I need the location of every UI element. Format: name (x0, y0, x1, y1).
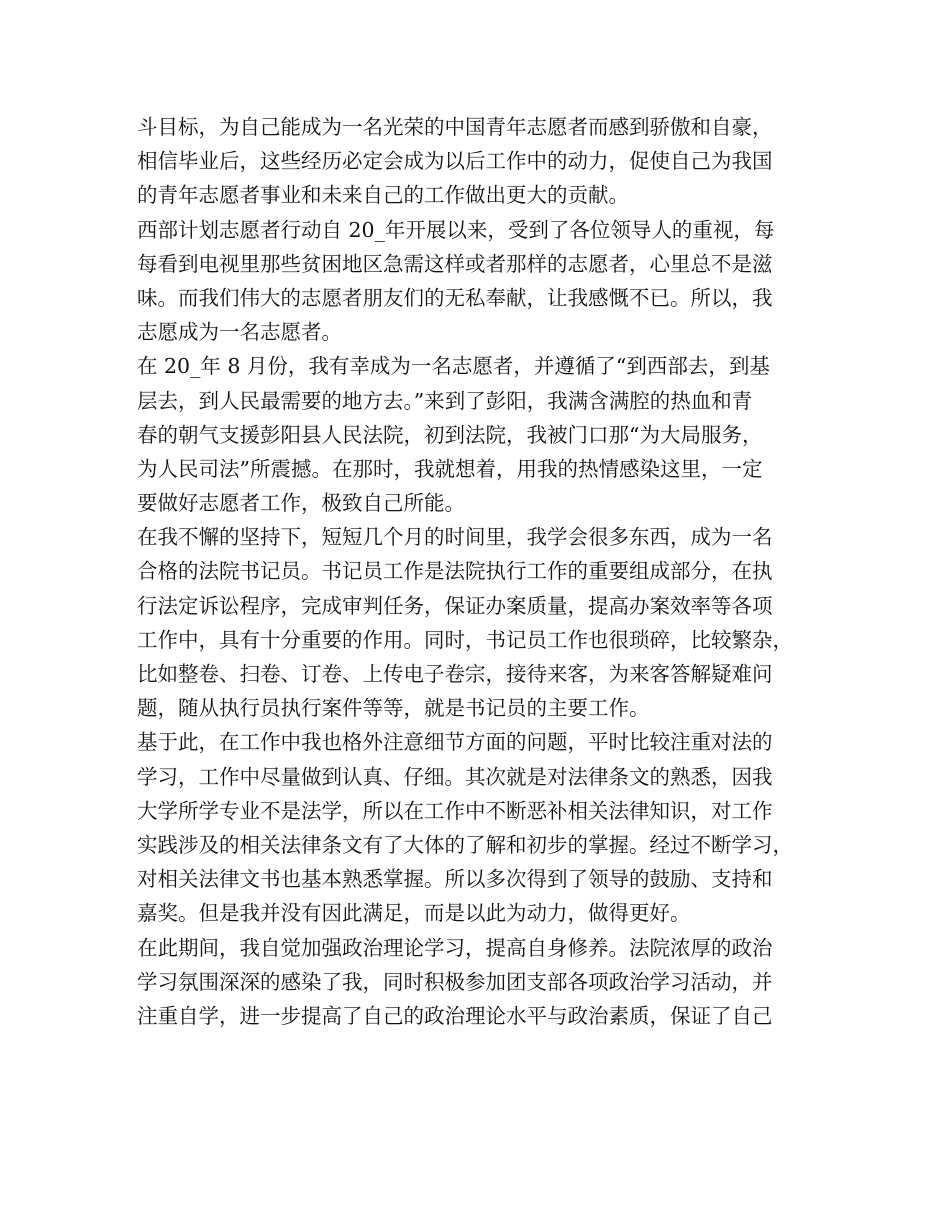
text-line: 为人民司法”所震撼。在那时，我就想着，用我的热情感染这里，一定 (137, 456, 763, 481)
body-text (137, 110, 817, 1033)
text-line: 在 20_年 8 月份，我有幸成为一名志愿者，并遵循了“到西部去，到基 (137, 354, 770, 379)
text-line: 相信毕业后，这些经历必定会成为以后工作中的动力，促使自己为我国 (137, 149, 773, 174)
text-line: 题，随从执行员执行案件等等，就是书记员的主要工作。 (137, 696, 650, 721)
text-line: 学习，工作中尽量做到认真、仔细。其次就是对法律条文的熟悉，因我 (137, 764, 773, 789)
text-line: 在我不懈的坚持下，短短几个月的时间里，我学会很多东西，成为一名 (137, 525, 773, 550)
text-line: 斗目标，为自己能成为一名光荣的中国青年志愿者而感到骄傲和自豪， (137, 115, 773, 139)
text-line: 实践涉及的相关法律条文有了大体的了解和初步的掌握。经过不断学习， (137, 832, 793, 857)
text-line: 注重自学，进一步提高了自己的政治理论水平与政治素质，保证了自己 (137, 1003, 773, 1028)
text-line: 基于此，在工作中我也格外注意细节方面的问题，平时比较注重对法的 (137, 730, 773, 755)
text-line: 味。而我们伟大的志愿者朋友们的无私奉献，让我感慨不已。所以，我 (137, 285, 773, 310)
text-line: 比如整卷、扫卷、订卷、上传电子卷宗，接待来客，为来客答解疑难问 (137, 662, 773, 686)
text-line: 大学所学专业不是法学，所以在工作中不断恶补相关法律知识，对工作 (137, 798, 773, 823)
text-line: 工作中，具有十分重要的作用。同时，书记员工作也很琐碎，比较繁杂， (137, 627, 793, 652)
text-line: 的青年志愿者事业和未来自己的工作做出更大的贡献。 (137, 183, 629, 208)
text-line: 层去，到人民最需要的地方去。”来到了彭阳，我满含满腔的热血和青 (137, 388, 753, 413)
text-line: 志愿成为一名志愿者。 (137, 320, 342, 345)
text-line: 每看到电视里那些贫困地区急需这样或者那样的志愿者，心里总不是滋 (137, 251, 773, 276)
text-line: 要做好志愿者工作，极致自己所能。 (137, 491, 465, 516)
text-line: 学习氛围深深的感染了我，同时积极参加团支部各项政治学习活动，并 (137, 969, 773, 994)
text-line: 合格的法院书记员。书记员工作是法院执行工作的重要组成部分，在执 (137, 559, 773, 584)
text-line: 在此期间，我自觉加强政治理论学习，提高自身修养。法院浓厚的政治 (137, 935, 773, 960)
text-line: 行法定诉讼程序，完成审判任务，保证办案质量，提高办案效率等各项 (137, 593, 773, 618)
text-line: 春的朝气支援彭阳县人民法院，初到法院，我被门口那“为大局服务， (137, 422, 763, 447)
text-line: 西部计划志愿者行动自 20_年开展以来，受到了各位领导人的重视，每 (137, 217, 775, 242)
text-line: 对相关法律文书也基本熟悉掌握。所以多次得到了领导的鼓励、支持和 (137, 867, 773, 892)
text-line: 嘉奖。但是我并没有因此满足，而是以此为动力，做得更好。 (137, 901, 691, 926)
